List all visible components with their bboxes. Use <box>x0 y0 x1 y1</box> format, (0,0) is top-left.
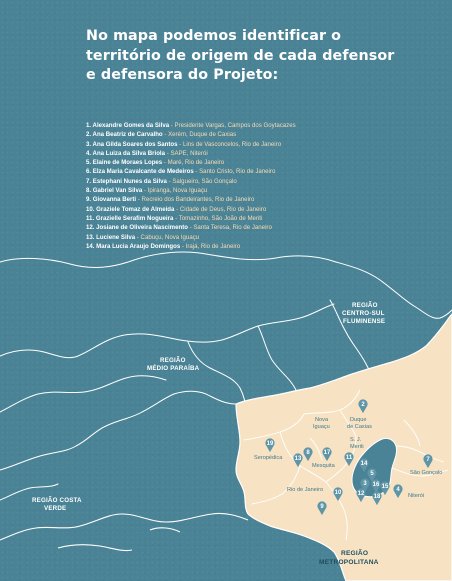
defender-name: 12. Josiane de Oliveira Nascimento <box>86 224 188 232</box>
defender-name: 10. Graziele Tomaz de Almeida <box>86 205 175 213</box>
heading-line-1: No mapa podemos identificar o <box>86 28 342 44</box>
municipality-nova-iguacu: Nova <box>315 417 329 423</box>
defender-name: 2. Ana Beatriz de Carvalho <box>86 131 163 139</box>
map-pin-number: 10 <box>334 490 342 497</box>
municipality-sao-goncalo: São Gonçalo <box>410 470 443 476</box>
municipality-duque-de-caxias: de Caxias <box>347 424 372 430</box>
map-pin-number: 8 <box>306 450 310 457</box>
map-pin-number: 9 <box>320 504 324 511</box>
defender-name: 5. Elaine de Moraes Lopes <box>86 159 163 167</box>
municipality-sao-joao-de-meriti: S. J. <box>350 437 362 443</box>
region-label-line: REGIÃO <box>352 302 378 309</box>
municipality-rio-de-janeiro: Rio de Janeiro <box>287 487 324 493</box>
defender-place: - Recreio dos Bandeirantes, Rio de Janeiro <box>136 196 255 204</box>
municipality-duque-de-caxias: Duque <box>350 417 367 423</box>
map-pin-number: 19 <box>266 441 274 448</box>
defender-name: 1. Alexandre Gomes da Silva <box>86 122 170 129</box>
region-label-line: CENTRO-SUL <box>342 310 385 317</box>
defender-name: 11. Grazielle Serafim Nogueira <box>86 214 174 222</box>
defender-place: - Cidade de Deus, Rio de Janeiro <box>174 205 267 213</box>
region-label-line: METROPOLITANA <box>319 559 379 566</box>
map-pin-number: 11 <box>345 455 353 462</box>
region-label-line: REGIÃO COSTA <box>32 497 82 504</box>
map-pin-number: 15 <box>381 484 389 491</box>
defender-place: - Xerém, Duque de Caxias <box>162 131 237 139</box>
region-label-line: FLUMINENSE <box>343 318 386 325</box>
defender-name: 8. Gabriel Van Silva <box>86 187 143 195</box>
defender-place: - Ipiranga, Nova Iguaçu <box>142 187 208 195</box>
municipality-seropedica: Seropédica <box>254 455 283 461</box>
municipality-nova-iguacu: Iguaçu <box>313 424 330 430</box>
defender-name: 6. Elza Maria Cavalcante de Medeiros <box>86 168 194 176</box>
defender-name: 14. Mara Lucia Araujo Domingos <box>86 242 181 250</box>
defender-name: 7. Estephani Nunes da Silva <box>86 177 167 185</box>
defender-name: 13. Luciene Silva <box>86 233 136 241</box>
map-pin-number: 3 <box>363 481 367 488</box>
defender-place: - Presidente Vargas, Campos dos Goytacazes <box>169 122 296 129</box>
map-pin-number: 16 <box>372 482 380 489</box>
region-medio-paraiba-label <box>147 357 200 372</box>
heading-line-3: e defensora do Projeto: <box>86 67 279 83</box>
region-label-line: REGIÃO <box>341 550 369 557</box>
map-pin-number: 13 <box>294 456 302 463</box>
region-label-line: MÉDIO PARAÍBA <box>147 365 200 372</box>
defender-place: - Santo Cristo, Rio de Janeiro <box>193 168 276 176</box>
map-pin-number: 12 <box>357 491 365 498</box>
region-centro-sul-label <box>342 302 385 325</box>
defender-place: - Irajá, Rio de Janeiro <box>180 242 241 250</box>
map-pin-number: 17 <box>323 450 331 457</box>
heading-line-2: território de origem de cada defensor <box>86 47 395 64</box>
map-pin-number: 4 <box>396 487 400 494</box>
municipality-mesquita: Mesquita <box>312 463 335 469</box>
municipality-niteroi: Niterói <box>408 493 425 499</box>
defender-name: 3. Ana Gilda Soares dos Santos <box>86 140 178 148</box>
map-pin-number: 7 <box>426 457 430 464</box>
municipality-sao-joao-de-meriti: Meriti <box>350 444 364 450</box>
region-costa-verde-label <box>32 497 82 512</box>
defender-name: 9. Giovanna Berti <box>86 196 137 204</box>
defender-name: 4. Ana Luiza da Silva Briola <box>86 149 166 157</box>
defender-place: - Lins de Vasconcelos, Rio de Janeiro <box>177 140 282 148</box>
region-label-line: VERDE <box>44 505 67 512</box>
defender-place: - Tomazinho, São João de Meriti <box>173 214 263 222</box>
defender-place: - SAPE, Niterói <box>165 149 208 157</box>
defender-place: - Salgueiro, São Gonçalo <box>166 177 237 185</box>
defender-place: - Santa Teresa, Rio de Janeiro <box>187 224 272 232</box>
map-pin-number: 2 <box>361 402 365 409</box>
defender-place: - Maré, Rio de Janeiro <box>162 159 225 167</box>
map-pin-number: 5 <box>370 471 374 478</box>
defender-place: - Cabuçu, Nova Iguaçu <box>135 233 200 241</box>
region-label-line: REGIÃO <box>160 357 186 364</box>
map-pin-number: 14 <box>360 461 368 468</box>
map-pin-number: 18 <box>373 494 381 501</box>
